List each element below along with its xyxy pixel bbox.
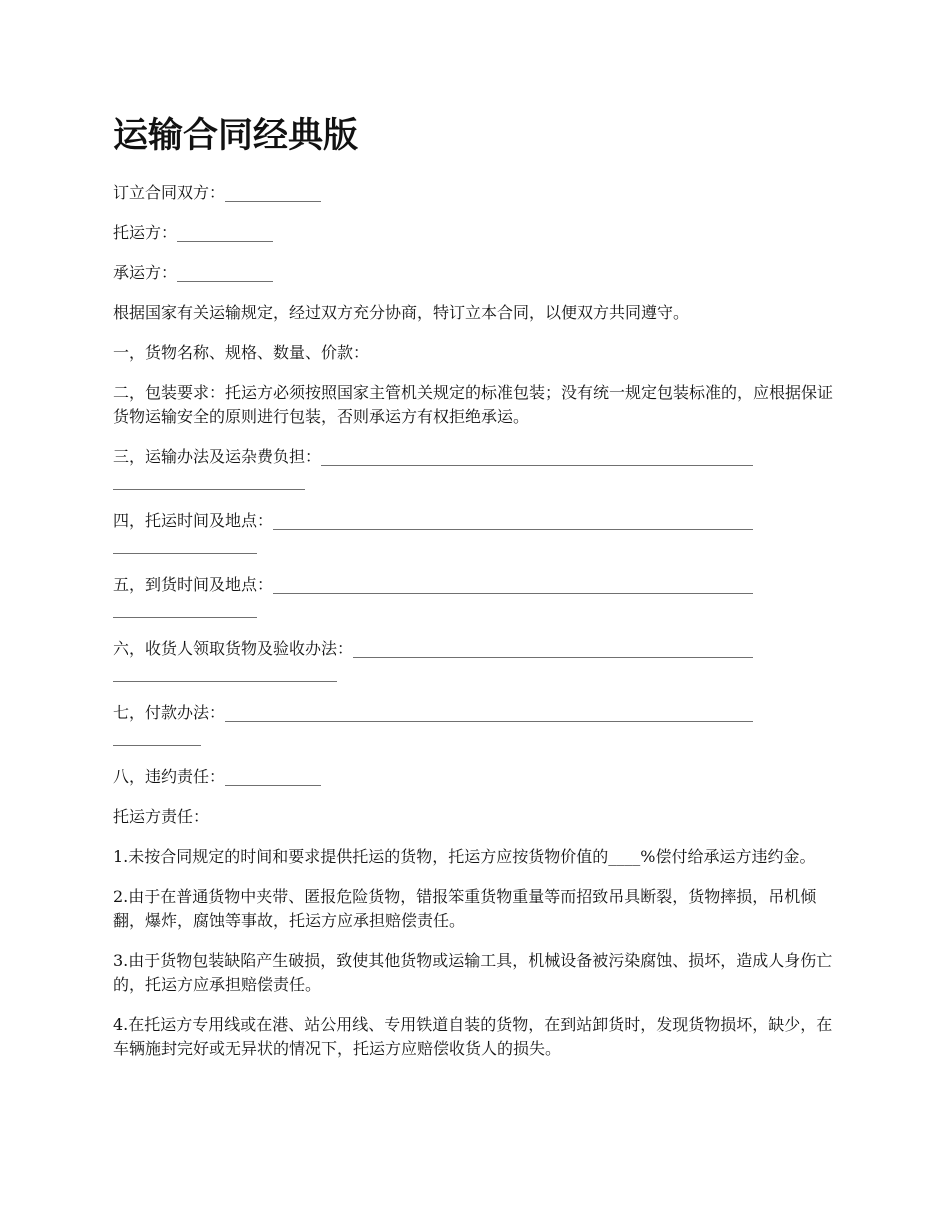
liability-item-4: 4.在托运方专用线或在港、站公用线、专用铁道自装的货物，在到站卸货时，发现货物损坏，缺少，在车辆施封完好或无异状的情况下，托运方应赔偿收货人的损失。 <box>113 1015 833 1058</box>
clause-payment: 七，付款办法：__________________________________________________________________ ___________ <box>113 703 754 746</box>
document-page <box>113 108 840 1077</box>
clause-liability: 八，违约责任：____________ <box>113 767 322 786</box>
clause-packaging: 二，包装要求：托运方必须按照国家主管机关规定的标准包装；没有统一规定包装标准的，应根据保证货物运输安全的原则进行包装，否则承运方有权拒绝承运。 <box>113 383 834 426</box>
document-title: 运输合同经典版 <box>113 116 359 156</box>
shipper-liability-heading: 托运方责任： <box>113 807 210 826</box>
parties-line: 订立合同双方：____________ <box>113 183 322 202</box>
liability-item-1: 1.未按合同规定的时间和要求提供托运的货物，托运方应按货物价值的____%偿付给承运方违约金。 <box>113 847 816 866</box>
clause-goods: 一，货物名称、规格、数量、价款： <box>113 343 370 362</box>
shipper-line: 托运方：____________ <box>113 223 274 242</box>
clause-arrival-time: 五，到货时间及地点：____________________________________________________________ __________________ <box>113 575 754 618</box>
preamble-paragraph: 根据国家有关运输规定，经过双方充分协商，特订立本合同，以便双方共同遵守。 <box>113 303 690 322</box>
liability-item-3: 3.由于货物包装缺陷产生破损，致使其他货物或运输工具，机械设备被污染腐蚀、损坏，造成人身伤亡的，托运方应承担赔偿责任。 <box>113 951 833 994</box>
clause-receiving: 六，收货人领取货物及验收办法：__________________________________________________ ____________________________ <box>113 639 754 682</box>
carrier-line: 承运方：____________ <box>113 263 274 282</box>
clause-transport-method: 三，运输办法及运杂费负担：______________________________________________________ ________________________ <box>113 447 754 490</box>
clause-shipping-time: 四，托运时间及地点：____________________________________________________________ __________________ <box>113 511 754 554</box>
liability-item-2: 2.由于在普通货物中夹带、匿报危险货物，错报笨重货物重量等而招致吊具断裂，货物摔损，吊机倾翻，爆炸，腐蚀等事故，托运方应承担赔偿责任。 <box>113 887 817 930</box>
